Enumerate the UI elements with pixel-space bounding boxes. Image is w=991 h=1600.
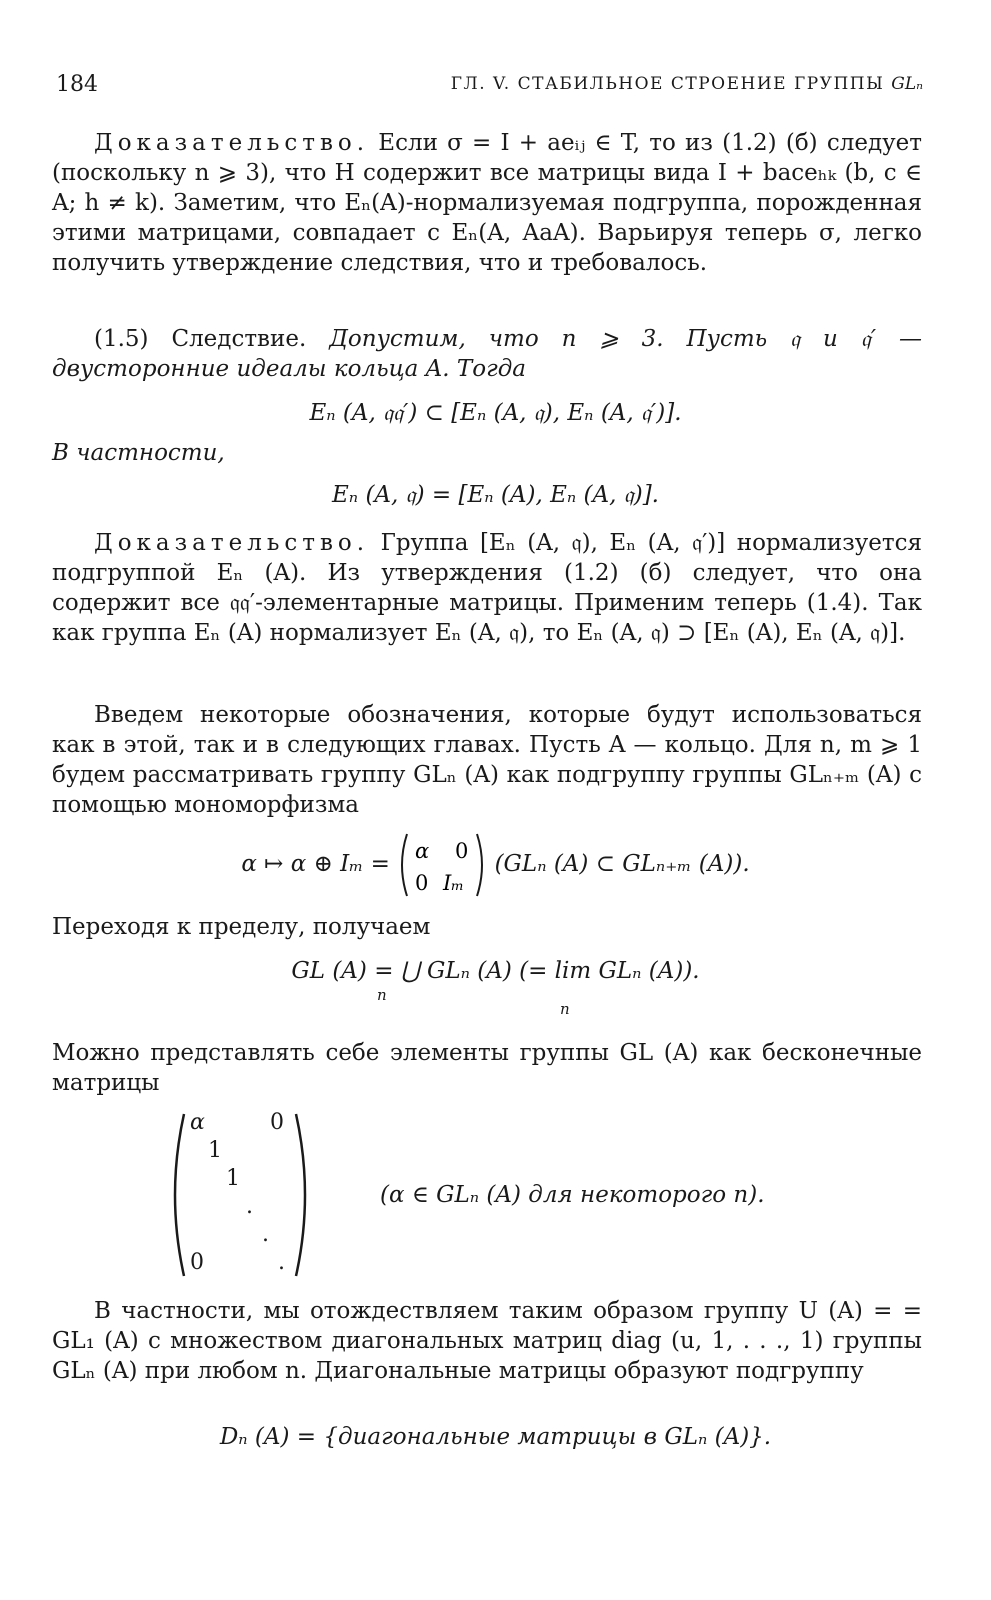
page-number: 184	[56, 72, 98, 97]
corollary-paragraph	[52, 324, 922, 384]
corollary-label: (1.5) Следствие.	[94, 326, 307, 352]
matrix-dot-2: .	[262, 1222, 269, 1247]
equation-1-text: Eₙ (A, 𝔮𝔮′) ⊂ [Eₙ (A, 𝔮), Eₙ (A, 𝔮′)].	[309, 400, 682, 426]
page-header	[56, 72, 923, 106]
m22: Iₘ	[443, 871, 465, 895]
proof-lead-2: Доказательство.	[94, 530, 370, 556]
diagonal-text: В частности, мы отождествляем таким образом группу U (A) = = GL₁ (A) с множеством диагональных матриц diag (u, 1, . . ., 1) группы GLₙ (A) при любом n. Диагональные матрицы образуют подгруппу	[52, 1298, 922, 1384]
proof-paragraph-1	[52, 128, 922, 278]
m12: 0	[455, 839, 469, 863]
proof-text-1: Если σ = I + aeᵢⱼ ∈ T, то из (1.2) (б) следует (поскольку n ⩾ 3), что H содержит все матрицы вида I + baceₕₖ (b, c ∈ A; h ≠ k). Заметим, что Eₙ(A)-нормализуемая подгруппа, порожденная этими матрицами, совпадает с Eₙ(A, AaA). Варьируя теперь σ, легко получить утверждение следствия, что и требовалось.	[52, 130, 922, 276]
matrix-one-1: 1	[208, 1138, 222, 1163]
matrix-dot-1: .	[246, 1194, 253, 1219]
infinite-matrix-note	[380, 1182, 765, 1208]
m21: 0	[415, 871, 429, 895]
running-head	[451, 74, 923, 94]
infinite-matrix-paragraph	[52, 1038, 922, 1098]
equation-2-text: Eₙ (A, 𝔮) = [Eₙ (A), Eₙ (A, 𝔮)].	[332, 482, 659, 508]
infinite-matrix-note-text: (α ∈ GLₙ (A) для некоторого n).	[380, 1182, 765, 1208]
union-subscript: n	[377, 986, 387, 1004]
infinite-matrix-text: Можно представлять себе элементы группы GL (A) как бесконечные матрицы	[52, 1040, 922, 1096]
equation-4	[0, 956, 991, 986]
matrix-zero-top: 0	[270, 1110, 284, 1135]
equation-5-text: Dₙ (A) = {диагональные матрицы в GLₙ (A)}.	[219, 1424, 772, 1450]
equation-2	[0, 480, 991, 510]
lim-subscript: n	[560, 1000, 570, 1018]
m11: α	[415, 839, 430, 863]
infinite-matrix	[170, 1110, 310, 1280]
diagonal-paragraph	[52, 1296, 922, 1386]
proof-lead-1: Доказательство.	[94, 130, 370, 156]
notation-paragraph	[52, 700, 922, 820]
equation-3-right: (GLₙ (A) ⊂ GLₙ₊ₘ (A)).	[494, 851, 750, 877]
notation-text: Введем некоторые обозначения, которые будут использоваться как в этой, так и в следующих главах. Пусть A — кольцо. Для n, m ⩾ 1 будем рассматривать группу GLₙ (A) как подгруппу группы GLₙ₊ₘ (A) с помощью мономорфизма	[52, 702, 922, 818]
equation-5	[0, 1422, 991, 1452]
matrix-zero-bottom: 0	[190, 1250, 204, 1275]
equation-4-text: GL (A) = ⋃ GLₙ (A) (= lim GLₙ (A)).	[291, 958, 700, 984]
in-particular	[52, 438, 922, 468]
proof-paragraph-2	[52, 528, 922, 648]
matrix-alpha: α	[190, 1110, 205, 1135]
running-head-tail: GLₙ	[891, 74, 923, 94]
in-particular-text: В частности,	[52, 440, 225, 466]
corollary-text: Допустим, что n ⩾ 3. Пусть 𝔮 и 𝔮′ — двусторонние идеалы кольца A. Тогда	[52, 326, 922, 382]
limit-paragraph	[52, 912, 922, 942]
equation-3-left: α ↦ α ⊕ Iₘ =	[241, 851, 390, 877]
proof-text-2: Группа [Eₙ (A, 𝔮), Eₙ (A, 𝔮′)] нормализуется подгруппой Eₙ (A). Из утверждения (1.2) (б) следует, что она содержит все 𝔮𝔮′-элементарные матрицы. Применим теперь (1.4). Так как группа Eₙ (A) нормализует Eₙ (A, 𝔮), то Eₙ (A, 𝔮) ⊃ [Eₙ (A), Eₙ (A, 𝔮)].	[52, 530, 922, 646]
equation-3	[0, 830, 991, 900]
matrix-one-2: 1	[226, 1166, 240, 1191]
matrix-dot-3: .	[278, 1250, 285, 1275]
block-matrix-svg	[397, 830, 487, 900]
block-matrix	[397, 830, 487, 900]
equation-1	[0, 398, 991, 428]
limit-text: Переходя к пределу, получаем	[52, 914, 431, 940]
running-head-text: ГЛ. V. СТАБИЛЬНОЕ СТРОЕНИЕ ГРУППЫ	[450, 74, 885, 94]
